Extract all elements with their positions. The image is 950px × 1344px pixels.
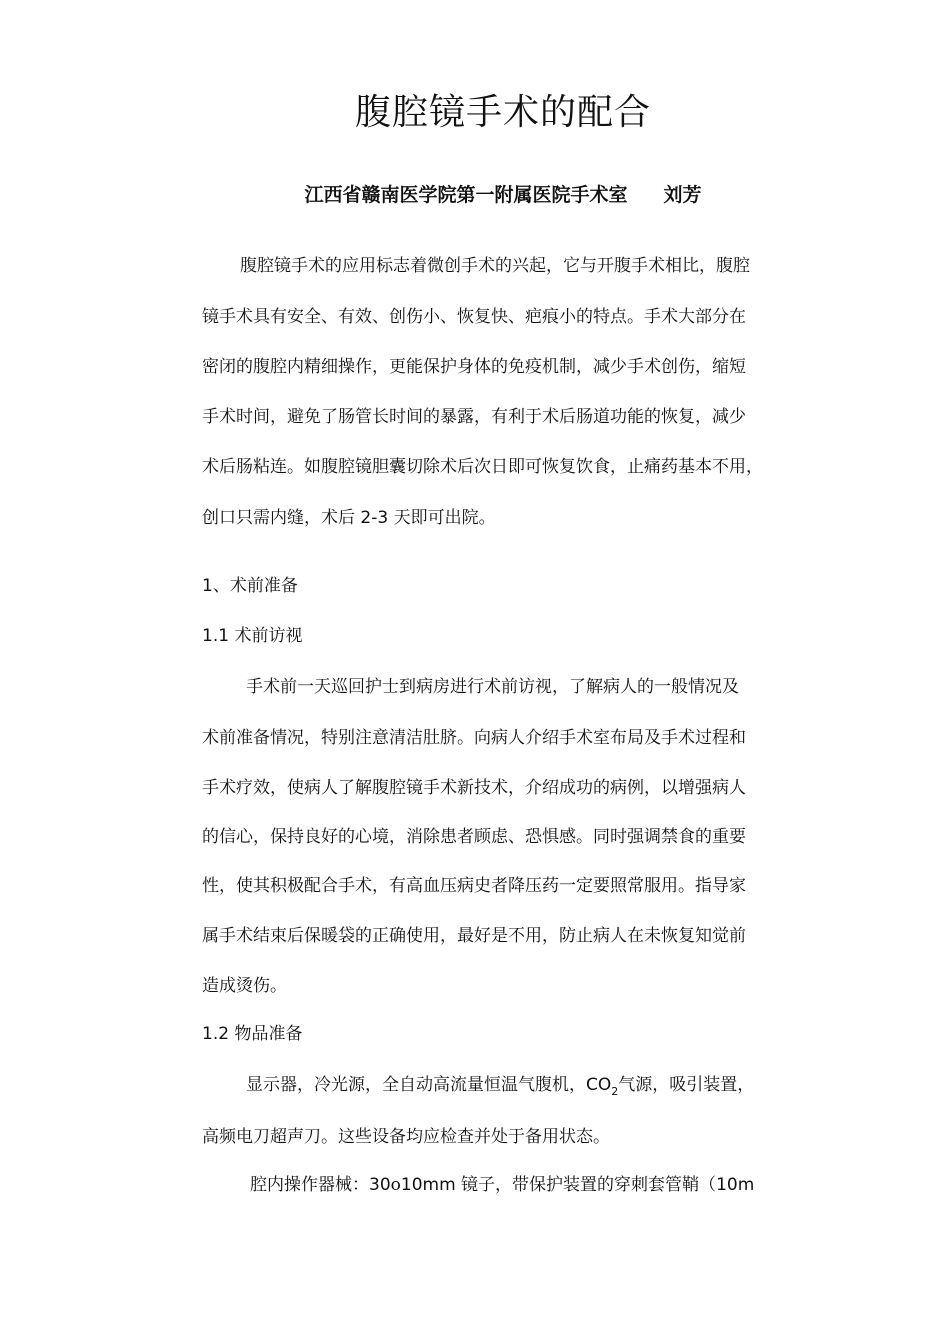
section-1-heading [202,574,298,598]
s12-line-3 [250,1173,754,1197]
section-1-title: 、术前准备 [212,576,298,596]
s11-line-1: 手术前一天巡回护士到病房进行术前访视，了解病人的一般情况及 [246,677,739,697]
s12-line-1-text-a: 显示器，冷光源，全自动高流量恒温气腹机， [246,1075,586,1095]
intro-line-2: 镜手术具有安全、有效、创伤小、恢复快、疤痕小的特点。手术大部分在 [202,307,746,327]
degree-mark: o [390,1175,401,1195]
intro-days-number: 2-3 [360,508,389,528]
scope-angle: 30 [369,1175,391,1195]
s12-line-1-text-b: 气源，吸引装置， [618,1075,755,1095]
intro-last-text-a: 创口只需内缝，术后 [202,508,361,528]
scope-size: 10mm [400,1175,456,1195]
co2-co: CO [586,1075,612,1095]
co2-subscript: 2 [611,1085,619,1098]
s11-line-7: 造成烫伤。 [202,976,287,996]
s12-line-3-text-b: 镜子，带保护装置的穿刺套管鞘（ [455,1175,717,1195]
intro-line-1: 腹腔镜手术的应用标志着微创手术的兴起，它与开腹手术相比，腹腔 [240,256,750,276]
section-1-1-title: 术前访视 [229,626,303,646]
section-1-2-number: 1.2 [202,1024,230,1044]
author-line [28,180,950,207]
s11-line-4: 的信心，保持良好的心境，消除患者顾虑、恐惧感。同时强调禁食的重要 [202,827,746,847]
section-1-1-number: 1.1 [202,626,230,646]
section-1-1-heading [202,624,302,648]
document-title: 腹腔镜手术的配合 [354,92,651,133]
s11-line-3: 手术疗效，使病人了解腹腔镜手术新技术，介绍成功的病例，以增强病人 [202,778,746,798]
s12-line-1 [246,1073,754,1097]
intro-line-6 [202,506,496,530]
s12-line-2: 高频电刀超声刀。这些设备均应检查并处于备用状态。 [202,1127,610,1147]
s11-line-5: 性，使其积极配合手术，有高血压病史者降压药一定要照常服用。指导家 [202,876,746,896]
author-affiliation: 江西省赣南医学院第一附属医院手术室 [304,184,628,206]
intro-line-5: 术后肠粘连。如腹腔镜胆囊切除术后次日即可恢复饮食，止痛药基本不用， [202,457,763,477]
section-1-number: 1 [202,576,213,596]
intro-line-3: 密闭的腹腔内精细操作，更能保护身体的免疫机制，减少手术创伤，缩短 [202,357,746,377]
s11-line-2: 术前准备情况，特别注意清洁肚脐。向病人介绍手术室布局及手术过程和 [202,728,746,748]
section-1-2-heading [202,1022,302,1046]
section-1-2-title: 物品准备 [229,1024,303,1044]
intro-line-4: 手术时间，避免了肠管长时间的暴露，有利于术后肠道功能的恢复，减少 [202,407,746,427]
author-name: 刘芳 [663,184,702,206]
trocar-size: 10m [716,1175,755,1195]
s11-line-6: 属手术结束后保暖袋的正确使用，最好是不用，防止病人在未恢复知觉前 [202,926,746,946]
s12-line-3-text-a: 腔内操作器械： [250,1175,369,1195]
co2-formula [586,1075,619,1098]
intro-last-text-b: 天即可出院。 [388,508,496,528]
